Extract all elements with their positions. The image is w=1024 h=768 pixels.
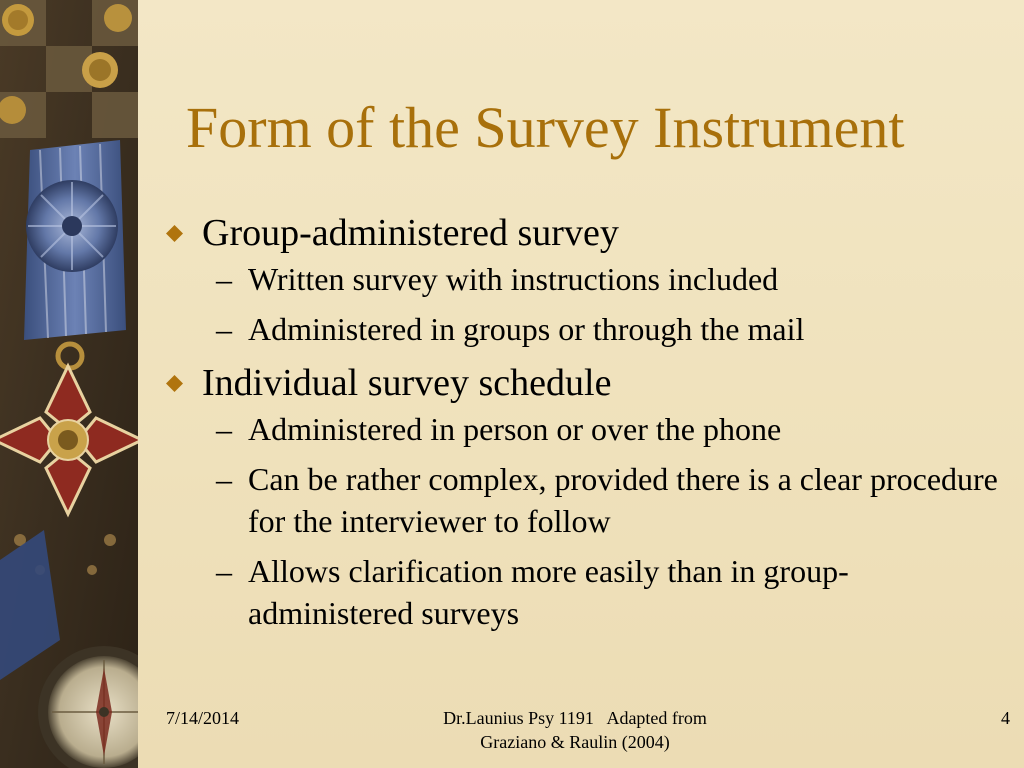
- dash-marker: –: [216, 261, 232, 297]
- sub-bullet-text: Written survey with instructions included: [248, 261, 779, 297]
- footer-credit: [400, 706, 750, 754]
- dash-marker: –: [216, 553, 232, 589]
- bullet-item: [166, 358, 1006, 408]
- sub-bullet-text: Allows clarification more easily than in group-administered surveys: [248, 553, 849, 631]
- sub-bullet-text: Administered in person or over the phone: [248, 411, 782, 447]
- sub-bullet-item: [166, 408, 1006, 450]
- slide-content: [166, 208, 1006, 642]
- footer-credit-line: Graziano & Raulin (2004): [480, 732, 670, 752]
- diamond-bullet-icon: [166, 225, 183, 242]
- bullet-text: Group-administered survey: [202, 212, 619, 254]
- dash-marker: –: [216, 411, 232, 447]
- sub-bullet-item: [166, 258, 1006, 300]
- dash-marker: –: [216, 311, 232, 347]
- sub-bullet-item: [166, 308, 1006, 350]
- footer-credit-line: Dr.Launius Psy 1191 Adapted from: [443, 708, 707, 728]
- sub-bullet-text: Administered in groups or through the mail: [248, 311, 805, 347]
- sub-bullet-item: [166, 458, 1006, 542]
- sub-bullet-text: Can be rather complex, provided there is a clear procedure for the interviewer to follow: [248, 461, 998, 539]
- medals-and-compass-image: [0, 0, 138, 768]
- slide-title: Form of the Survey Instrument: [186, 95, 905, 160]
- diamond-bullet-icon: [166, 375, 183, 392]
- bullet-item: [166, 208, 1006, 258]
- sub-bullet-item: [166, 550, 1006, 634]
- page-number: 4: [1001, 708, 1010, 728]
- bullet-text: Individual survey schedule: [202, 362, 612, 404]
- dash-marker: –: [216, 461, 232, 497]
- footer-date: 7/14/2014: [166, 708, 240, 728]
